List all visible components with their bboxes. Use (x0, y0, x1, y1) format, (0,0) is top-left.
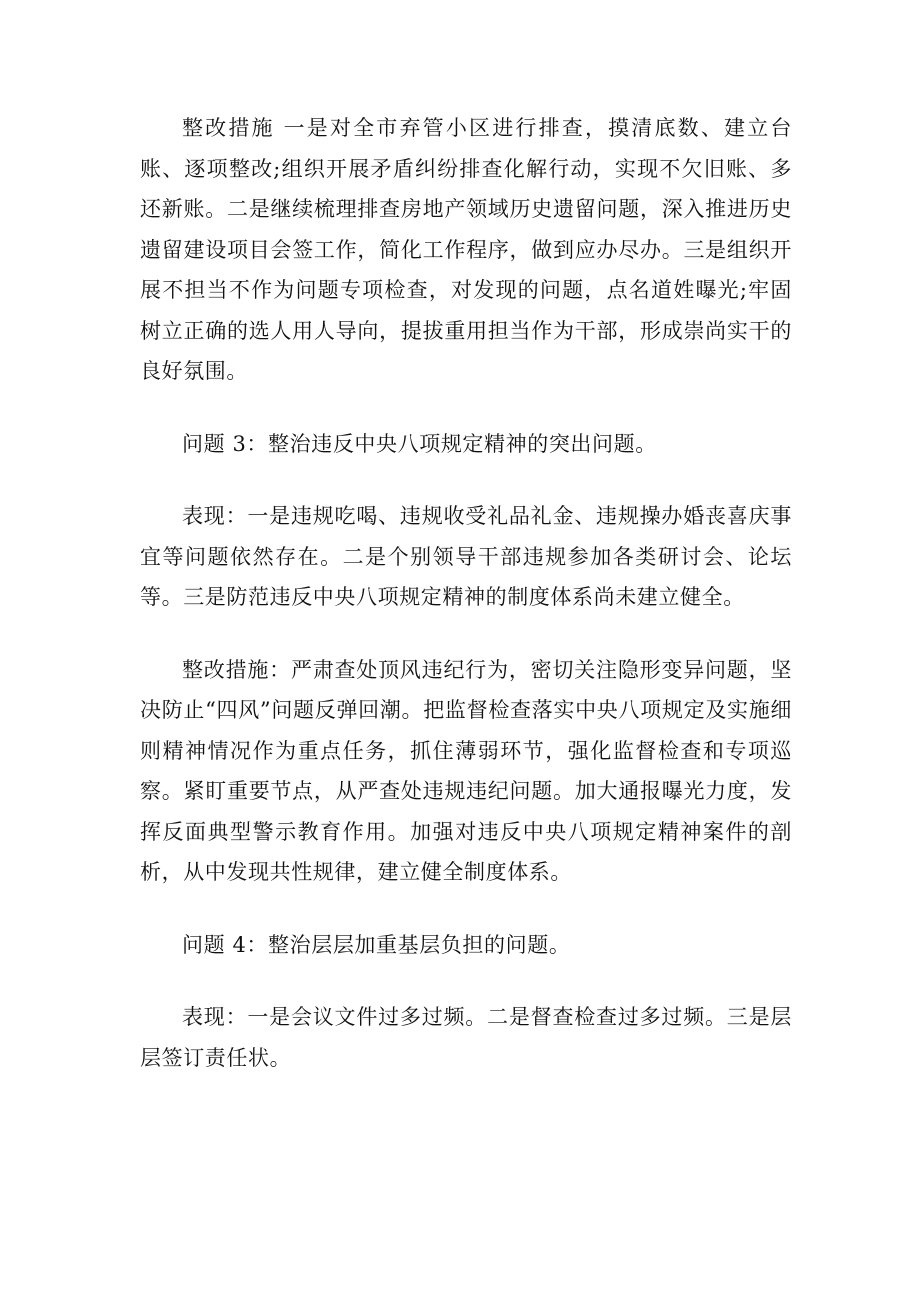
paragraph-issue-4-heading: 问题 4：整治层层加重基层负担的问题。 (182, 932, 571, 957)
paragraph-issue-3-heading: 问题 3：整治违反中央八项规定精神的突出问题。 (182, 431, 657, 456)
paragraph-rectification-measures-2: 整改措施 一是对全市弃管小区进行排查，摸清底数、建立台账、逐项整改;组织开展矛盾纠纷排查化解行动，实现不欠旧账、多还新账。二是继续梳理排查房地产领域历史遗留问题，深入推进历史遗留建设项目会签工作，简化工作程序，做到应办尽办。三是组织开展不担当不作为问题专项检查，对发现的问题，点名道姓曝光;牢固树立正确的选人用人导向，提拔重用担当作为干部，形成崇尚实干的良好氛围。 (140, 116, 792, 383)
document-body (140, 108, 792, 1110)
paragraph-issue-3-measures: 整改措施：严肃查处顶风违纪行为，密切关注隐形变异问题，坚决防止“四风”问题反弹回潮。把监督检查落实中央八项规定及实施细则精神情况作为重点任务，抓住薄弱环节，强化监督检查和专项巡察。紧盯重要节点，从严查处违规违纪问题。加大通报曝光力度，发挥反面典型警示教育作用。加强对违反中央八项规定精神案件的剖析，从中发现共性规律，建立健全制度体系。 (140, 657, 792, 884)
paragraph-issue-4-manifestation: 表现：一是会议文件过多过频。二是督查检查过多过频。三是层层签订责任状。 (140, 1005, 792, 1070)
paragraph-issue-3-manifestation: 表现：一是违规吃喝、违规收受礼品礼金、违规操办婚丧喜庆事宜等问题依然存在。二是个别领导干部违规参加各类研讨会、论坛等。三是防范违反中央八项规定精神的制度体系尚未建立健全。 (140, 504, 792, 609)
